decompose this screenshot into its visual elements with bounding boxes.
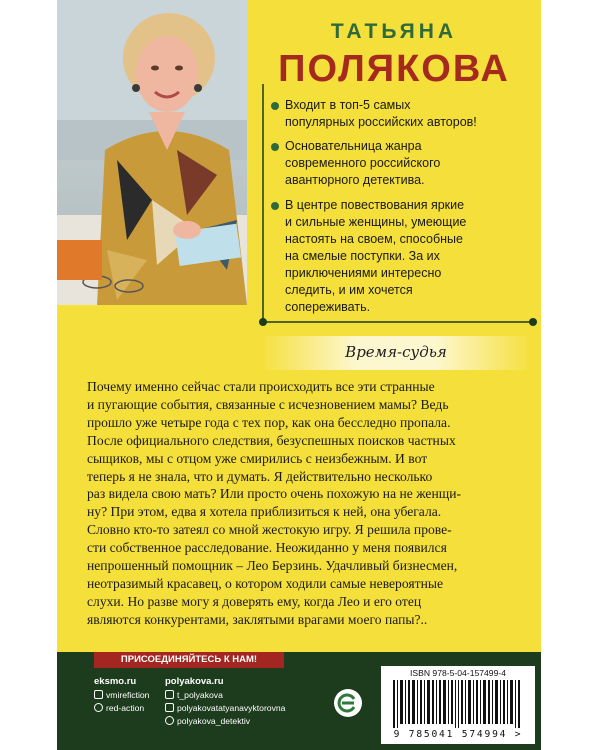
bullet-line: современного российского [285, 156, 441, 170]
annotation-line: и пугающие события, связанные с исчезновением мамы? Ведь [87, 396, 449, 412]
bullet-dot-icon [271, 143, 279, 151]
vk-icon [165, 703, 174, 712]
left-social-instagram[interactable] [94, 703, 144, 713]
social-text: polyakova_detektiv [177, 716, 251, 726]
left-site-link[interactable]: eksmo.ru [94, 676, 137, 687]
annotation-line: теперь я не знала, что и думать. Я действительно несколько [87, 468, 433, 484]
annotation-line: слухи. Но разве могу я доверять ему, когда Лео и его отец [87, 593, 422, 609]
social-text: polyakovatatyanavyktorovna [177, 703, 286, 713]
series-title: Время-судья [345, 343, 447, 361]
author-first-name: ТАТЬЯНА [330, 20, 458, 43]
series-banner [265, 336, 527, 370]
bullet-dot-icon [271, 102, 279, 110]
author-last-name: ПОЛЯКОВА [278, 48, 510, 90]
bullet-line: авантюрного детектива. [285, 173, 425, 187]
bullet-dot-icon [271, 202, 279, 210]
feature-bullets [263, 83, 527, 323]
bullet-item [285, 197, 466, 316]
annotation-text [87, 378, 513, 629]
vk-icon [165, 690, 174, 699]
eksmo-logo-icon [333, 688, 363, 718]
join-banner [94, 652, 284, 668]
author-portrait-illustration [57, 0, 247, 305]
annotation-line: ну? При этом, едва я хотела приблизиться к ней, она убегала. [87, 504, 442, 520]
social-text: t_polyakova [177, 690, 223, 700]
bullet-line: сопереживать. [285, 300, 371, 314]
bullet-line: на смелые поступки. За их [285, 249, 440, 263]
barcode-icon [391, 680, 525, 728]
annotation-line: Почему именно сейчас стали происходить все эти странные [87, 379, 435, 394]
barcode-digits: 9 785041 574994 > [393, 729, 523, 740]
right-social-vk-2[interactable] [165, 703, 285, 713]
annotation-line: раз видела свою мать? Или просто очень похожую на не женщи- [87, 486, 462, 502]
bullet-line: настоять на своем, способные [285, 232, 463, 246]
annotation-line: являются конкурентами, заклятыми врагами моего папы?.. [87, 611, 428, 627]
bullet-item [285, 97, 477, 131]
annotation-line: прошло уже четыре года с тех пор, как она бесследно пропала. [87, 414, 451, 430]
bullet-item [285, 138, 440, 189]
bullet-line: Основательница жанра [285, 139, 422, 153]
annotation-line: Словно кто-то затеял со мной жестокую игру. Я решила прове- [87, 522, 452, 538]
vk-icon [94, 690, 103, 699]
instagram-icon [165, 716, 174, 725]
instagram-icon [94, 703, 103, 712]
annotation-line: После официального следствия, безуспешных поисков частных [87, 432, 456, 448]
social-text: red-action [106, 703, 145, 713]
join-label: ПРИСОЕДИНЯЙТЕСЬ К НАМ! [120, 654, 258, 665]
right-site-link[interactable]: polyakova.ru [165, 676, 224, 687]
bullet-line: приключениями интересно [285, 266, 442, 280]
annotation-line: сти собственное расследование. Неожиданно у меня появился [87, 540, 447, 556]
social-text: vmirefiction [106, 690, 150, 700]
bullet-line: Входит в топ-5 самых [285, 98, 411, 112]
back-cover [57, 0, 541, 750]
barcode-area [381, 666, 535, 744]
right-social-instagram[interactable] [165, 716, 250, 726]
bullet-line: и сильные женщины, умеющие [285, 215, 467, 229]
isbn-label: ISBN 978-5-04-157499-4 [409, 668, 507, 678]
annotation-line: непрошенный помощник – Лео Берзинь. Удачливый бизнесмен, [87, 558, 458, 574]
bullet-line: следить, и им хочется [285, 283, 413, 297]
annotation-line: неотразимый красавец, о котором ходили самые невероятные [87, 575, 444, 591]
author-photo [57, 0, 247, 305]
annotation-line: сыщиков, мы с отцом уже смирились с неизбежным. И вот [87, 450, 428, 466]
bullet-line: популярных российских авторов! [285, 115, 477, 129]
right-social-vk[interactable] [165, 690, 223, 700]
left-social-vk[interactable] [94, 690, 149, 700]
bullet-line: В центре повествования яркие [285, 198, 465, 212]
